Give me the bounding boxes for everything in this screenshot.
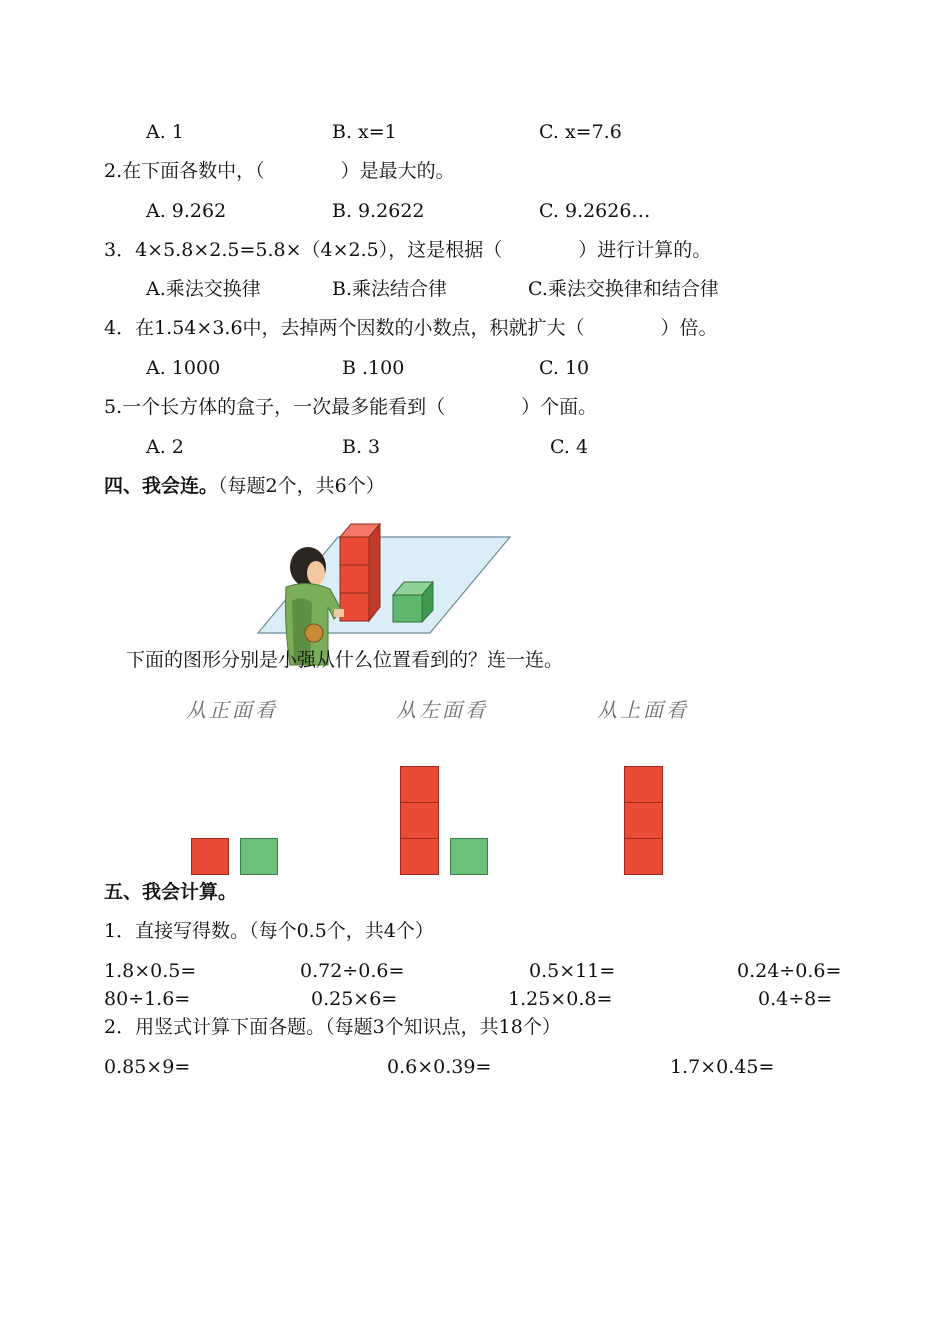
section4-note: （每题2个，共6个） [218,475,385,497]
section4-heading [104,474,385,498]
view-label-top: 从上面看 [597,698,689,722]
q1-option-b: B. x=1 [332,121,397,143]
section5-part1-title: 1．直接写得数。（每个0.5个，共4个） [104,920,434,942]
front-view-green-square [240,838,278,875]
calc-item: 1.8×0.5= [104,960,197,982]
top-view-red-square-top [624,766,663,803]
left-view-red-square-top [400,766,439,803]
q5-stem: 5.一个长方体的盒子，一次最多能看到（ ）个面。 [104,396,598,418]
view-label-front: 从正面看 [186,698,278,722]
calc-item: 0.72÷0.6= [300,960,405,982]
q4-option-b: B .100 [342,357,405,379]
q2-option-a: A. 9.262 [146,200,227,222]
q1-option-c: C. x=7.6 [539,121,622,143]
q3-option-c: C.乘法交换律和结合律 [528,278,719,300]
calc-item: 1.25×0.8= [508,988,613,1010]
q1-option-a: A. 1 [146,121,184,143]
q2-option-c: C. 9.2626… [539,200,651,222]
section4-instruction: 下面的图形分别是小强从什么位置看到的？连一连。 [126,649,564,671]
red-tower [340,524,380,621]
calc-item: 0.25×6= [311,988,398,1010]
view-label-left: 从左面看 [396,698,488,722]
vertical-calc-item: 0.6×0.39= [387,1056,492,1078]
q4-option-c: C. 10 [539,357,590,379]
calc-item: 0.5×11= [529,960,616,982]
q3-option-b: B.乘法结合律 [332,278,448,300]
section5-part2-title: 2．用竖式计算下面各题。（每题3个知识点，共18个） [104,1016,561,1038]
calc-item: 0.4÷8= [758,988,833,1010]
q4-stem: 4．在1.54×3.6中，去掉两个因数的小数点，积就扩大（ ）倍。 [104,317,718,339]
left-view-green-square [450,838,488,875]
top-view-red-square-bottom [624,838,663,875]
section4-title: 四、我会连。 [104,475,219,497]
left-view-red-square-middle [400,802,439,839]
calc-item: 0.24÷0.6= [737,960,842,982]
q5-option-a: A. 2 [146,436,184,458]
q2-option-b: B. 9.2622 [332,200,425,222]
calc-item: 80÷1.6= [104,988,191,1010]
section5-title: 五、我会计算。 [104,881,238,903]
vertical-calc-item: 1.7×0.45= [670,1056,775,1078]
q3-stem: 3．4×5.8×2.5=5.8×（4×2.5），这是根据（ ）进行计算的。 [104,239,712,261]
q3-option-a: A.乘法交换律 [146,278,261,300]
green-cube [393,582,433,622]
vertical-calc-item: 0.85×9= [104,1056,191,1078]
left-view-red-square-bottom [400,838,439,875]
top-view-red-square-middle [624,802,663,839]
front-view-red-square [191,838,229,875]
q5-option-b: B. 3 [342,436,381,458]
q5-option-c: C. 4 [550,436,589,458]
q2-stem: 2.在下面各数中，（ ）是最大的。 [104,160,455,182]
q4-option-a: A. 1000 [146,357,221,379]
